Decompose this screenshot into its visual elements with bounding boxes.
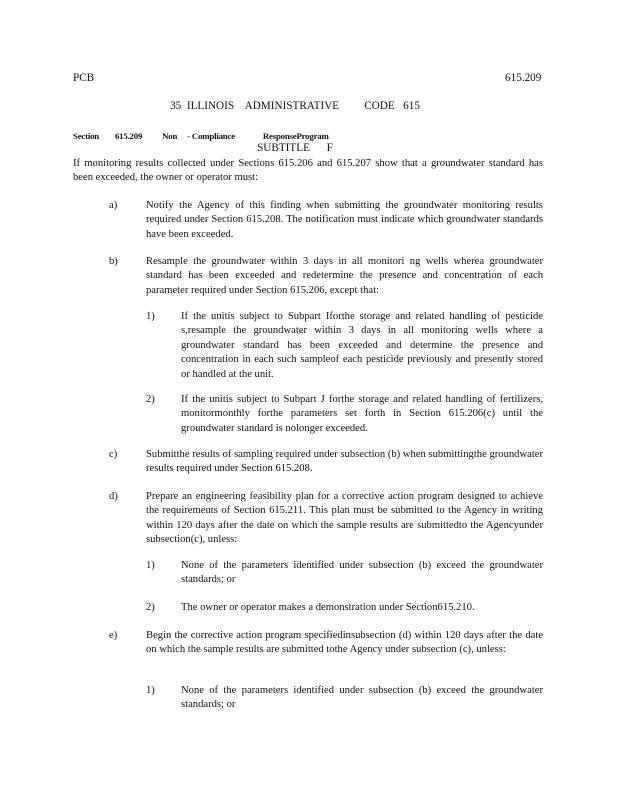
intro-paragraph: If monitoring results collected under Sections 615.206 and 615.207 show that a groundwater standard has been exceeded, the owner or operator must: [73,158,543,184]
item-e1-label: 1) [146,685,155,696]
item-e1-text: None of the parameters identified under subsection (b) exceed the groundwater standards; or [181,685,543,711]
header-section-number: 615.209 [505,72,542,84]
item-d2-label: 2) [146,602,155,613]
item-e-text: Begin the corrective action program specifiedinsubsection (d) within 120 days after the date on which the sample results are submitted tothe Agency under subsection (c), unless: [146,630,543,656]
item-d1-label: 1) [146,560,155,571]
header-subtitle-line: SUBTITLE F [257,142,333,154]
item-d1-text: None of the parameters identified under subsection (b) exceed the groundwater standards; or [181,560,543,586]
item-b-label: b) [109,256,118,267]
item-b-text: Resample the groundwater within 3 days in all monitori ng wells wherea groundwater standard has been exceeded and redetermine the presence and concentration of each parameter required under Section 615.206, except that: [146,256,543,296]
item-d2-text: The owner or operator makes a demonstration under Section615.210. [181,602,475,613]
item-a-text: Notify the Agency of this finding when submitting the groundwater monitoring results required under Section 615.208. The notification must indicate which groundwater standards have been exceeded. [146,200,543,240]
header-agency: PCB [73,72,95,84]
item-c-label: c) [109,449,118,460]
item-b1-label: 1) [146,311,155,322]
section-title: Section 615.209 Non - Compliance ResponseProgram [73,131,329,141]
item-b2-label: 2) [146,394,155,405]
item-c-text: Submitthe results of sampling required under subsection (b) when submittingthe groundwater results required under Section 615.208. [146,449,543,475]
item-d-text: Prepare an engineering feasibility plan for a corrective action program designed to achieve the requirements of Section 615.211. This plan must be submitted to the Agency in writing within 120 days after the date on which the sample results are submittedto the Agencyunder subsection(c), unless: [146,491,543,546]
item-e-label: e) [109,630,118,641]
item-d-label: d) [109,491,118,502]
item-b2-text: If the unitis subject to Subpart J forthe storage and related handling of fertilizers, monitormonthly forthe parameters set forth in Section 615.206(c) until the groundwater standard is nolonger exceeded. [181,394,543,434]
item-a-label: a) [109,200,118,211]
item-b1-text: If the unitis subject to Subpart Iforthe storage and related handling of pesticide s,resample the groundwater within 3 days in all monitoring wells where a groundwater standard has been exceeded and determine the presence and concentration in each such sampleof each pesticide previously and presently stored or handled at the unit. [181,311,543,380]
header-code-line: 35 ILLINOIS ADMINISTRATIVE CODE 615 [170,100,420,112]
